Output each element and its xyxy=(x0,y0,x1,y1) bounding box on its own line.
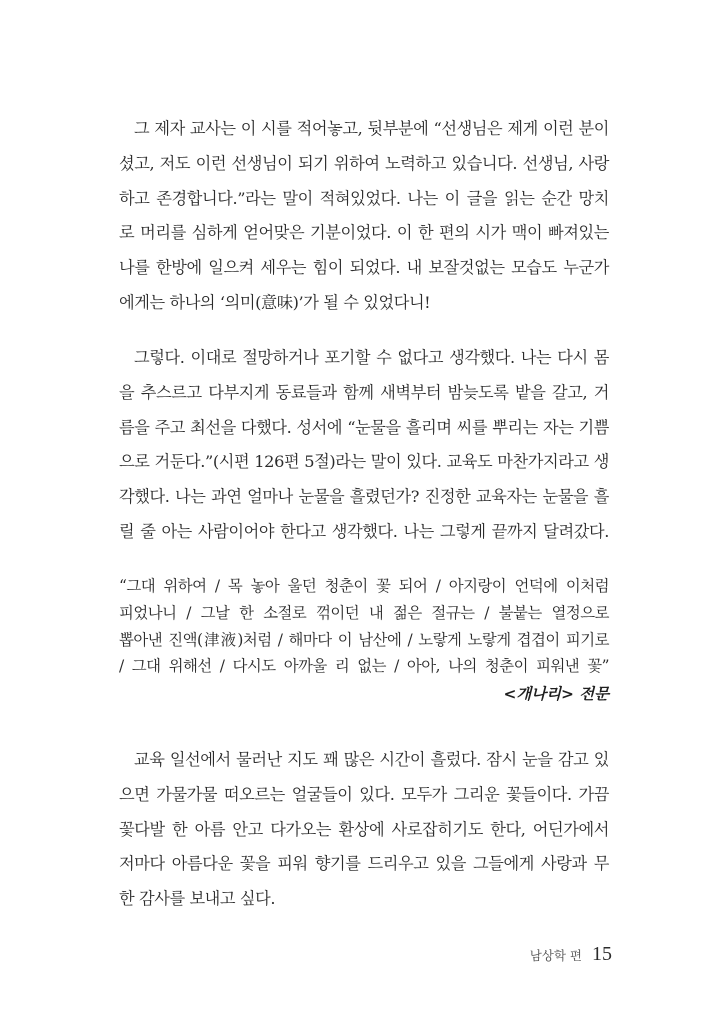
text-line: 에게는 하나의 ‘의미(意味)’가 될 수 있었다니! xyxy=(119,292,431,312)
poem-line: 피었나니 / 그날 한 소절로 꺾이던 내 젊은 절규는 / 불붙는 열정으로 xyxy=(119,603,609,622)
poem-line: “그대 위하여 / 목 놓아 울던 청춘이 꽃 되어 / 아지랑이 언덕에 이처럼 xyxy=(119,577,609,595)
text-line: 그 제자 교사는 이 시를 적어놓고, 뒷부분에 “선생님은 제게 이런 분이 xyxy=(134,119,609,138)
text-line: 름을 주고 최선을 다했다. 성서에 “눈물을 흘리며 씨를 뿌리는 자는 기쁨 xyxy=(119,417,609,437)
paragraph-1 xyxy=(119,112,609,321)
text-line: 각했다. 나는 과연 얼마나 눈물을 흘렸던가? 진정한 교육자는 눈물을 흘 xyxy=(119,487,609,507)
text-line: 꽃다발 한 아름 안고 다가오는 환상에 사로잡히기도 한다, 어딘가에서 xyxy=(119,819,609,839)
text-line: 을 추스르고 다부지게 동료들과 함께 새벽부터 밤늦도록 밭을 갈고, 거 xyxy=(119,382,609,402)
text-line: 교육 일선에서 물러난 지도 꽤 많은 시간이 흘렀다. 잠시 눈을 감고 있 xyxy=(134,750,609,769)
poem-quote xyxy=(119,573,609,708)
section-label: 남상학 편 xyxy=(529,948,582,963)
text-line: 저마다 아름다운 꽃을 피워 향기를 드리우고 있을 그들에게 사랑과 무 xyxy=(119,854,609,874)
text-line: 셨고, 저도 이런 선생님이 되기 위하여 노력하고 있습니다. 선생님, 사랑 xyxy=(119,153,609,173)
poem-line: / 그대 위해선 / 다시도 아까울 리 없는 / 아아, 나의 청춘이 피워낸 꽃” xyxy=(119,657,609,676)
text-line: 으면 가물가물 떠오르는 얼굴들이 있다. 모두가 그리운 꽃들이다. 가끔 xyxy=(119,784,609,804)
page-number: 15 xyxy=(592,943,612,965)
poem-attribution: <개나리> 전문 xyxy=(503,685,609,704)
text-line: 로 머리를 심하게 얻어맞은 기분이었다. 이 한 편의 시가 맥이 빠져있는 xyxy=(119,223,609,243)
text-line: 한 감사를 보내고 싶다. xyxy=(119,889,276,909)
closing-paragraph xyxy=(119,743,609,917)
text-line: 하고 존경합니다.”라는 말이 적혀있었다. 나는 이 글을 읽는 순간 망치 xyxy=(119,188,609,208)
page-footer xyxy=(530,943,612,966)
text-line: 으로 거둔다.”(시편 126편 5절)라는 말이 있다. 교육도 마찬가지라고 생 xyxy=(119,452,609,472)
text-line: 나를 한방에 일으켜 세우는 힘이 되었다. 내 보잘것없는 모습도 누군가 xyxy=(119,258,609,278)
poem-line: 뽑아낸 진액(津液)처럼 / 해마다 이 남산에 / 노랗게 노랗게 겹겹이 피기로 xyxy=(119,630,609,649)
text-line: 그렇다. 이대로 절망하거나 포기할 수 없다고 생각했다. 나는 다시 몸 xyxy=(134,348,609,367)
text-line: 릴 줄 아는 사람이어야 한다고 생각했다. 나는 그렇게 끝까지 달려갔다. xyxy=(119,521,609,541)
paragraph-2 xyxy=(119,341,609,550)
